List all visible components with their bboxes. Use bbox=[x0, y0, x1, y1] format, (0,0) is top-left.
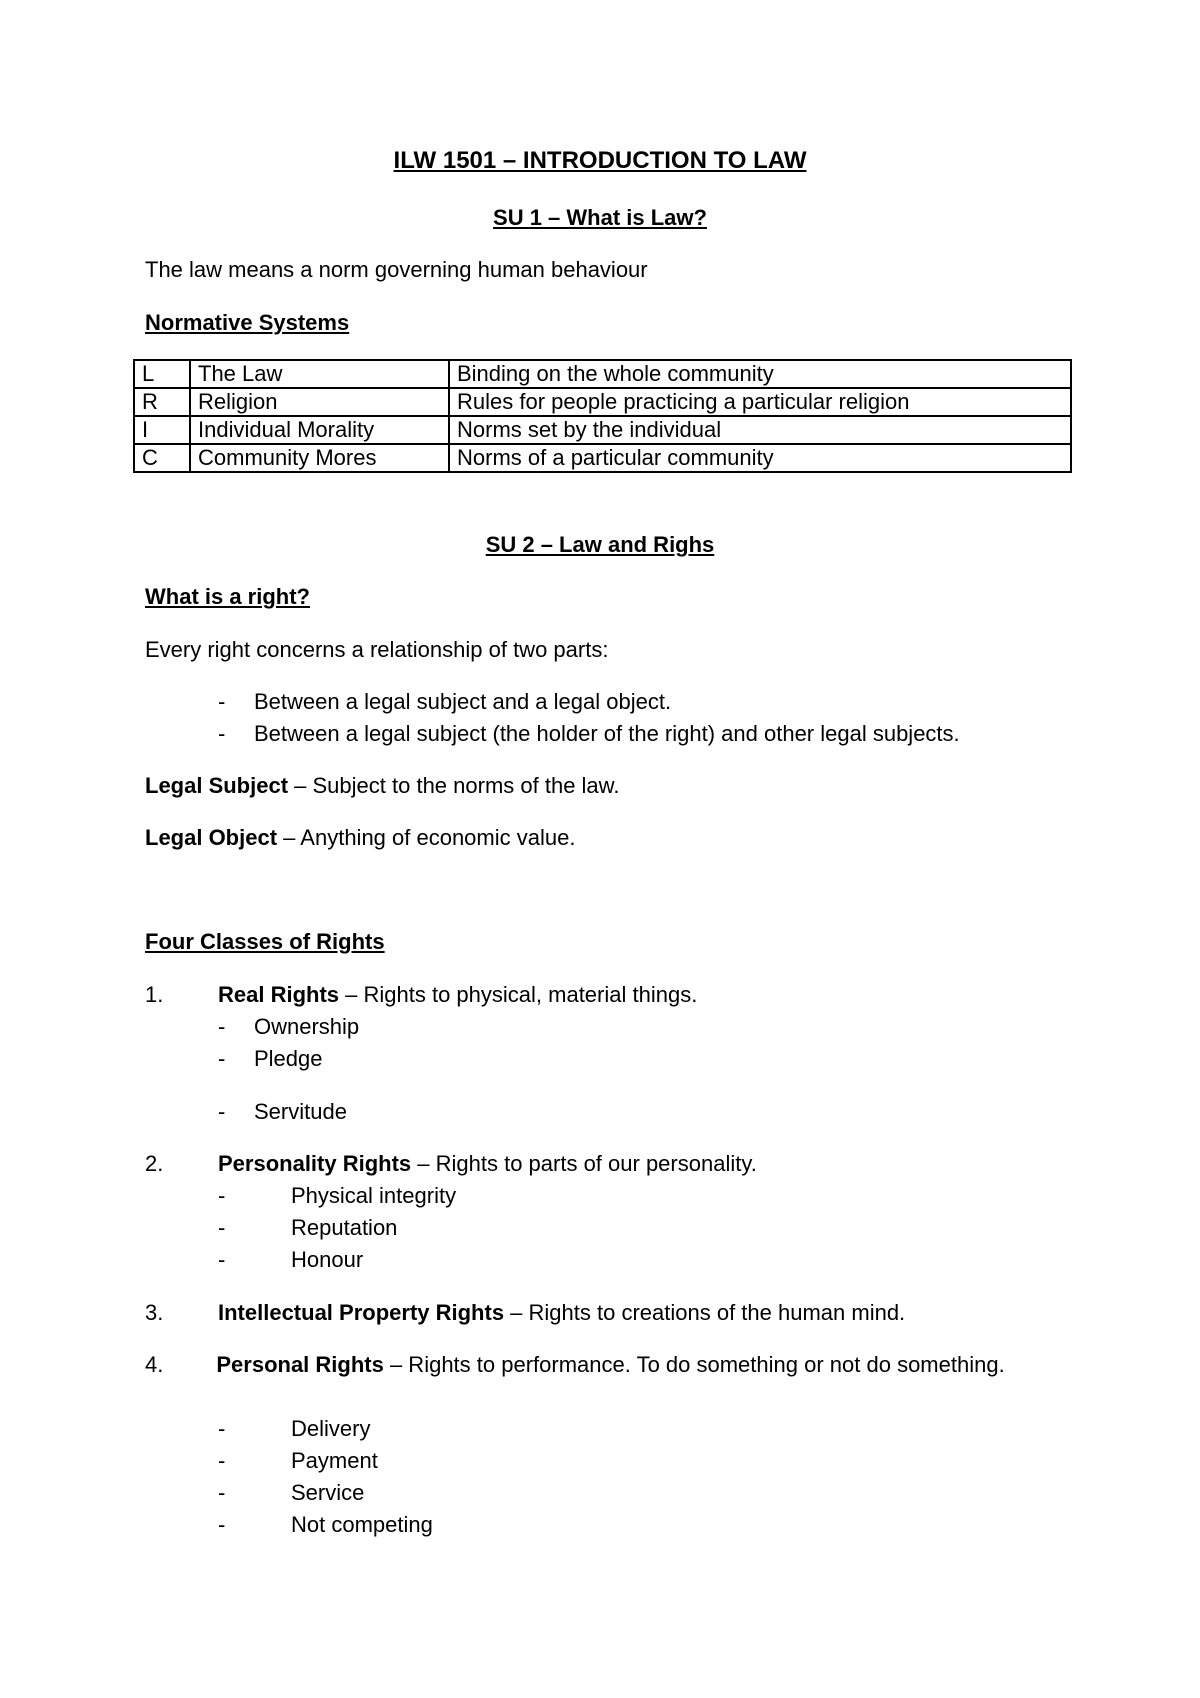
bullet-dash: - bbox=[218, 721, 226, 746]
class-text: – Rights to performance. To do something or not do something. bbox=[383, 1352, 1005, 1377]
bullet-dash: - bbox=[218, 1046, 226, 1071]
list-item: Servitude bbox=[254, 1099, 347, 1124]
bullet-dash: - bbox=[218, 1448, 226, 1473]
list-item: Between a legal subject and a legal object. bbox=[254, 689, 672, 714]
list-item: Physical integrity bbox=[291, 1183, 457, 1208]
table-cell-description: Rules for people practicing a particular religion bbox=[449, 388, 1071, 416]
law-definition: The law means a norm governing human behaviour bbox=[145, 257, 648, 282]
class-term: Real Rights bbox=[218, 982, 340, 1007]
table-row bbox=[134, 416, 1071, 444]
bullet-dash: - bbox=[218, 1183, 226, 1208]
su2-heading: SU 2 – Law and Righs bbox=[485, 532, 715, 557]
class-number: 1. bbox=[145, 982, 164, 1007]
class-number: 2. bbox=[145, 1151, 164, 1176]
table-cell-name: Individual Morality bbox=[190, 416, 449, 444]
list-item: Not competing bbox=[291, 1512, 433, 1537]
bullet-dash: - bbox=[218, 1247, 226, 1272]
class-number: 3. bbox=[145, 1300, 164, 1325]
table-cell-description: Norms set by the individual bbox=[449, 416, 1071, 444]
class-term: Personality Rights bbox=[218, 1151, 412, 1176]
bullet-dash: - bbox=[218, 1480, 226, 1505]
bullet-dash: - bbox=[218, 1215, 226, 1240]
class-text: – Rights to physical, material things. bbox=[339, 982, 698, 1007]
normative-systems-heading: Normative Systems bbox=[145, 310, 350, 335]
relationship-intro: Every right concerns a relationship of two parts: bbox=[145, 637, 609, 662]
bullet-dash: - bbox=[218, 689, 226, 714]
class-term: Intellectual Property Rights bbox=[218, 1300, 505, 1325]
table-row bbox=[134, 444, 1071, 472]
normative-systems-table bbox=[133, 359, 1072, 473]
four-classes-heading: Four Classes of Rights bbox=[145, 929, 385, 954]
class-text: – Rights to creations of the human mind. bbox=[504, 1300, 906, 1325]
table-cell-letter: L bbox=[134, 360, 190, 388]
document-title: ILW 1501 – INTRODUCTION TO LAW bbox=[393, 147, 807, 174]
what-is-a-right-heading: What is a right? bbox=[145, 584, 310, 609]
bullet-dash: - bbox=[218, 1099, 226, 1124]
class-term: Personal Rights bbox=[216, 1352, 384, 1377]
legal-object-text: – Anything of economic value. bbox=[277, 825, 576, 850]
table-cell-name: Community Mores bbox=[190, 444, 449, 472]
list-item: Reputation bbox=[291, 1215, 398, 1240]
bullet-dash: - bbox=[218, 1512, 226, 1537]
table-row bbox=[134, 360, 1071, 388]
bullet-dash: - bbox=[218, 1416, 226, 1441]
list-item: Payment bbox=[291, 1448, 378, 1473]
table-cell-name: Religion bbox=[190, 388, 449, 416]
list-item: Pledge bbox=[254, 1046, 323, 1071]
list-item: Service bbox=[291, 1480, 365, 1505]
table-cell-name: The Law bbox=[190, 360, 449, 388]
class-definition bbox=[218, 1300, 905, 1326]
legal-subject-text: – Subject to the norms of the law. bbox=[288, 773, 620, 798]
legal-object-term: Legal Object bbox=[145, 825, 278, 850]
bullet-dash: - bbox=[218, 1014, 226, 1039]
list-item: Ownership bbox=[254, 1014, 360, 1039]
list-item: Honour bbox=[291, 1247, 364, 1272]
table-cell-letter: R bbox=[134, 388, 190, 416]
table-cell-letter: I bbox=[134, 416, 190, 444]
table-cell-description: Binding on the whole community bbox=[449, 360, 1071, 388]
class-text: – Rights to parts of our personality. bbox=[411, 1151, 757, 1176]
table-cell-letter: C bbox=[134, 444, 190, 472]
legal-object-definition bbox=[145, 825, 575, 851]
class-number: 4. bbox=[145, 1352, 164, 1377]
class-definition bbox=[218, 982, 697, 1008]
su1-heading: SU 1 – What is Law? bbox=[493, 205, 707, 230]
list-item: Between a legal subject (the holder of the right) and other legal subjects. bbox=[254, 721, 960, 746]
table-cell-description: Norms of a particular community bbox=[449, 444, 1071, 472]
list-item: Delivery bbox=[291, 1416, 371, 1441]
class-definition bbox=[145, 1350, 1061, 1380]
legal-subject-definition bbox=[145, 773, 619, 799]
class-definition bbox=[218, 1151, 757, 1177]
table-row bbox=[134, 388, 1071, 416]
legal-subject-term: Legal Subject bbox=[145, 773, 289, 798]
